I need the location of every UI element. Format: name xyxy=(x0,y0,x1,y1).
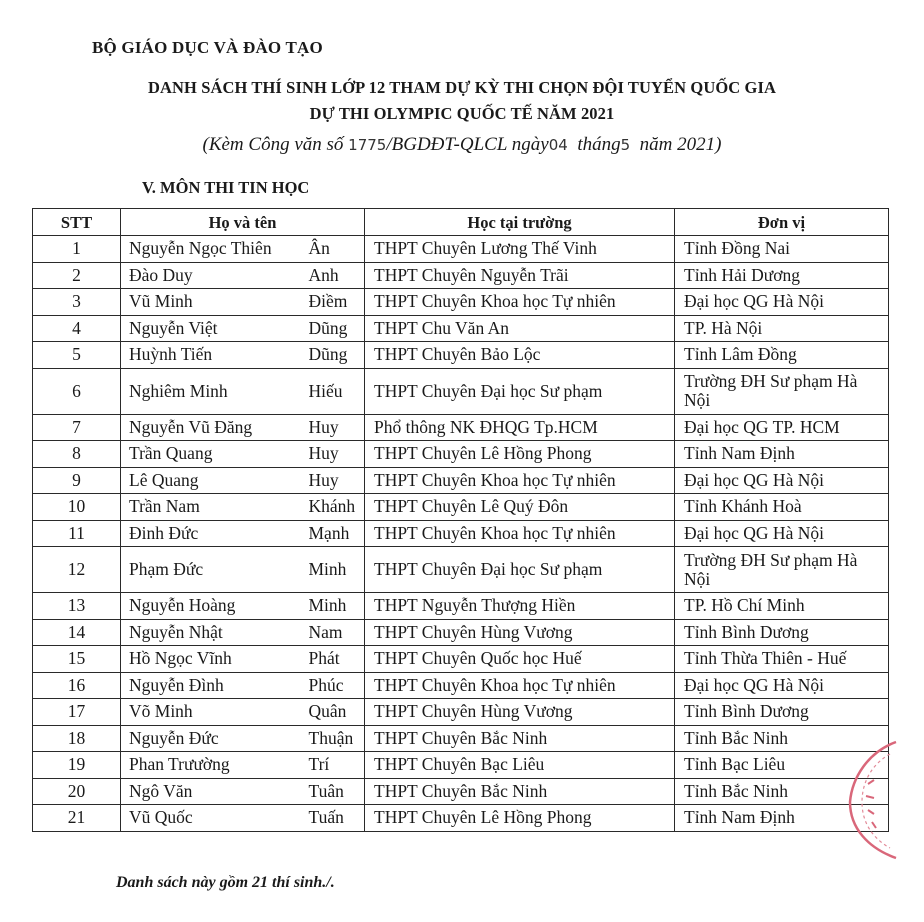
row-school: THPT Chuyên Hùng Vương xyxy=(365,619,675,646)
table-row xyxy=(33,778,889,805)
row-surname: Phan Trưường xyxy=(121,752,307,779)
row-surname: Nghiêm Minh xyxy=(121,368,307,414)
row-unit: Tỉnh Bình Dương xyxy=(675,619,889,646)
ministry-name: BỘ GIÁO DỤC VÀ ĐÀO TẠO xyxy=(92,38,323,57)
table-row xyxy=(33,520,889,547)
row-unit: Tỉnh Lâm Đồng xyxy=(675,342,889,369)
table-row xyxy=(33,725,889,752)
table-row xyxy=(33,752,889,779)
reference-day: 04 xyxy=(548,136,568,154)
candidate-table xyxy=(32,208,889,832)
header-name: Họ và tên xyxy=(121,209,365,236)
table-row xyxy=(33,646,889,673)
row-surname: Nguyễn Vũ Đăng xyxy=(121,414,307,441)
row-stt: 20 xyxy=(33,778,121,805)
row-surname: Đinh Đức xyxy=(121,520,307,547)
row-surname: Trần Quang xyxy=(121,441,307,468)
row-school: THPT Chuyên Đại học Sư phạm xyxy=(365,368,675,414)
table-row xyxy=(33,315,889,342)
row-given-name: Dũng xyxy=(307,315,365,342)
row-surname: Hồ Ngọc Vĩnh xyxy=(121,646,307,673)
row-unit: Trường ĐH Sư phạm Hà Nội xyxy=(675,368,889,414)
table-row xyxy=(33,414,889,441)
table-row xyxy=(33,467,889,494)
table-row xyxy=(33,805,889,832)
row-stt: 13 xyxy=(33,593,121,620)
row-surname: Trần Nam xyxy=(121,494,307,521)
row-given-name: Phát xyxy=(307,646,365,673)
row-unit: Tỉnh Bạc Liêu xyxy=(675,752,889,779)
table-row xyxy=(33,441,889,468)
row-given-name: Nam xyxy=(307,619,365,646)
row-surname: Nguyễn Việt xyxy=(121,315,307,342)
row-school: THPT Chuyên Khoa học Tự nhiên xyxy=(365,289,675,316)
row-surname: Đào Duy xyxy=(121,262,307,289)
row-surname: Lê Quang xyxy=(121,467,307,494)
table-row xyxy=(33,236,889,263)
row-surname: Nguyễn Hoàng xyxy=(121,593,307,620)
row-stt: 16 xyxy=(33,672,121,699)
row-surname: Nguyễn Nhật xyxy=(121,619,307,646)
row-given-name: Khánh xyxy=(307,494,365,521)
reference-number: 1775 xyxy=(348,136,387,154)
row-stt: 12 xyxy=(33,547,121,593)
footer-note: Danh sách này gồm 21 thí sinh./. xyxy=(116,874,335,891)
row-surname: Võ Minh xyxy=(121,699,307,726)
row-stt: 11 xyxy=(33,520,121,547)
row-unit: Đại học QG Hà Nội xyxy=(675,520,889,547)
row-unit: Tỉnh Thừa Thiên - Huế xyxy=(675,646,889,673)
row-unit: Đại học QG Hà Nội xyxy=(675,467,889,494)
row-school: THPT Nguyễn Thượng Hiền xyxy=(365,593,675,620)
row-unit: Đại học QG Hà Nội xyxy=(675,289,889,316)
section-title: V. MÔN THI TIN HỌC xyxy=(142,178,310,197)
row-unit: Đại học QG Hà Nội xyxy=(675,672,889,699)
table-row xyxy=(33,619,889,646)
row-school: THPT Chuyên Bảo Lộc xyxy=(365,342,675,369)
row-school: THPT Chuyên Lương Thế Vinh xyxy=(365,236,675,263)
row-surname: Vũ Minh xyxy=(121,289,307,316)
row-stt: 21 xyxy=(33,805,121,832)
row-given-name: Điềm xyxy=(307,289,365,316)
row-stt: 2 xyxy=(33,262,121,289)
row-school: THPT Chuyên Khoa học Tự nhiên xyxy=(365,520,675,547)
reference-month: 5 xyxy=(620,136,631,154)
row-school: THPT Chuyên Khoa học Tự nhiên xyxy=(365,467,675,494)
row-unit: Tỉnh Bắc Ninh xyxy=(675,778,889,805)
table-row xyxy=(33,547,889,593)
row-stt: 14 xyxy=(33,619,121,646)
row-unit: Tỉnh Hải Dương xyxy=(675,262,889,289)
row-unit: Tỉnh Nam Định xyxy=(675,441,889,468)
row-given-name: Phúc xyxy=(307,672,365,699)
red-seal-stamp-icon xyxy=(838,738,898,862)
row-given-name: Ân xyxy=(307,236,365,263)
reference-month-label: tháng xyxy=(577,134,621,155)
row-stt: 7 xyxy=(33,414,121,441)
row-stt: 1 xyxy=(33,236,121,263)
row-given-name: Huy xyxy=(307,467,365,494)
row-given-name: Thuận xyxy=(307,725,365,752)
row-school: THPT Chuyên Khoa học Tự nhiên xyxy=(365,672,675,699)
row-given-name: Minh xyxy=(307,593,365,620)
row-school: THPT Chuyên Bạc Liêu xyxy=(365,752,675,779)
table-row xyxy=(33,368,889,414)
row-stt: 17 xyxy=(33,699,121,726)
row-stt: 15 xyxy=(33,646,121,673)
row-given-name: Mạnh xyxy=(307,520,365,547)
row-surname: Nguyễn Đình xyxy=(121,672,307,699)
row-given-name: Trí xyxy=(307,752,365,779)
row-unit: Trường ĐH Sư phạm Hà Nội xyxy=(675,547,889,593)
row-school: THPT Chuyên Hùng Vương xyxy=(365,699,675,726)
table-row xyxy=(33,494,889,521)
row-stt: 9 xyxy=(33,467,121,494)
table-header-row xyxy=(33,209,889,236)
row-stt: 6 xyxy=(33,368,121,414)
reference-prefix: (Kèm Công văn số xyxy=(202,134,344,155)
row-school: Phổ thông NK ĐHQG Tp.HCM xyxy=(365,414,675,441)
row-surname: Vũ Quốc xyxy=(121,805,307,832)
row-stt: 3 xyxy=(33,289,121,316)
reference-year: năm 2021) xyxy=(639,134,722,155)
row-given-name: Minh xyxy=(307,547,365,593)
row-unit: TP. Hà Nội xyxy=(675,315,889,342)
row-surname: Nguyễn Ngọc Thiên xyxy=(121,236,307,263)
row-given-name: Tuấn xyxy=(307,805,365,832)
row-given-name: Anh xyxy=(307,262,365,289)
table-row xyxy=(33,262,889,289)
row-stt: 18 xyxy=(33,725,121,752)
row-school: THPT Chuyên Lê Hồng Phong xyxy=(365,441,675,468)
row-stt: 8 xyxy=(33,441,121,468)
row-unit: TP. Hồ Chí Minh xyxy=(675,593,889,620)
header-stt: STT xyxy=(33,209,121,236)
table-row xyxy=(33,342,889,369)
table-row xyxy=(33,672,889,699)
row-school: THPT Chu Văn An xyxy=(365,315,675,342)
row-surname: Huỳnh Tiến xyxy=(121,342,307,369)
row-given-name: Hiếu xyxy=(307,368,365,414)
document-title-line-1: DANH SÁCH THÍ SINH LỚP 12 THAM DỰ KỲ THI CHỌN ĐỘI TUYỂN QUỐC GIA xyxy=(148,78,776,97)
row-school: THPT Chuyên Bắc Ninh xyxy=(365,778,675,805)
row-school: THPT Chuyên Lê Quý Đôn xyxy=(365,494,675,521)
row-given-name: Tuân xyxy=(307,778,365,805)
row-unit: Tỉnh Bắc Ninh xyxy=(675,725,889,752)
row-surname: Phạm Đức xyxy=(121,547,307,593)
row-unit: Tỉnh Bình Dương xyxy=(675,699,889,726)
row-unit: Tỉnh Đồng Nai xyxy=(675,236,889,263)
table-row xyxy=(33,289,889,316)
row-school: THPT Chuyên Bắc Ninh xyxy=(365,725,675,752)
row-stt: 4 xyxy=(33,315,121,342)
row-surname: Ngô Văn xyxy=(121,778,307,805)
reference-line xyxy=(0,134,924,156)
row-unit: Đại học QG TP. HCM xyxy=(675,414,889,441)
header-unit: Đơn vị xyxy=(675,209,889,236)
header-school: Học tại trường xyxy=(365,209,675,236)
row-school: THPT Chuyên Quốc học Huế xyxy=(365,646,675,673)
row-given-name: Huy xyxy=(307,414,365,441)
row-unit: Tỉnh Nam Định xyxy=(675,805,889,832)
row-school: THPT Chuyên Nguyễn Trãi xyxy=(365,262,675,289)
document-title-line-2: DỰ THI OLYMPIC QUỐC TẾ NĂM 2021 xyxy=(309,104,615,123)
table-row xyxy=(33,699,889,726)
row-school: THPT Chuyên Đại học Sư phạm xyxy=(365,547,675,593)
reference-code: /BGDĐT-QLCL ngày xyxy=(386,134,549,155)
row-surname: Nguyễn Đức xyxy=(121,725,307,752)
row-school: THPT Chuyên Lê Hồng Phong xyxy=(365,805,675,832)
row-unit: Tỉnh Khánh Hoà xyxy=(675,494,889,521)
row-stt: 10 xyxy=(33,494,121,521)
table-row xyxy=(33,593,889,620)
row-stt: 5 xyxy=(33,342,121,369)
row-given-name: Dũng xyxy=(307,342,365,369)
row-given-name: Quân xyxy=(307,699,365,726)
row-given-name: Huy xyxy=(307,441,365,468)
row-stt: 19 xyxy=(33,752,121,779)
